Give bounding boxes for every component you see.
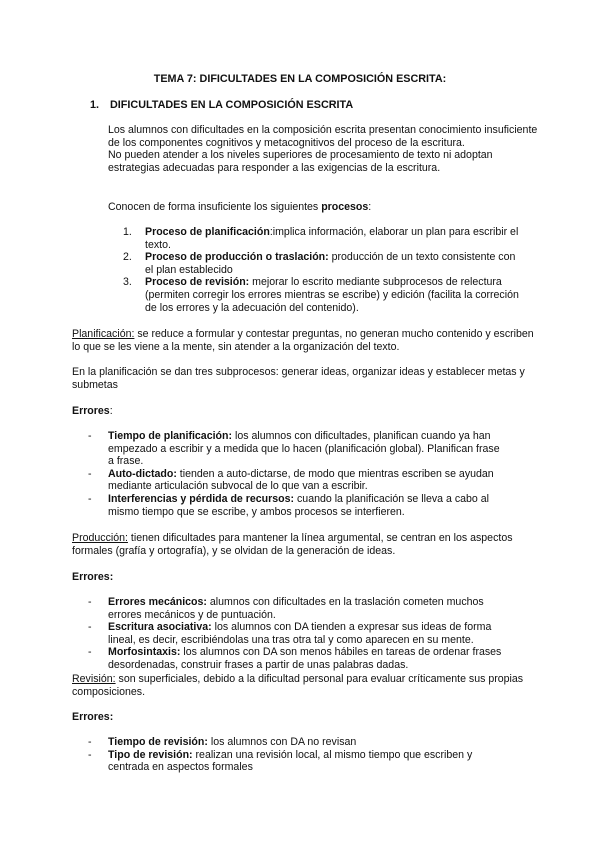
intro-text-1: Los alumnos con dificultades en la composición escrita presentan conocimiento insuficiente de los componentes cognitivos y metacognitivos del proceso de la escritura.	[108, 124, 538, 149]
revision-paragraph	[72, 673, 542, 698]
planificacion-label: Planificación:	[72, 328, 135, 340]
process-number: 1.	[123, 226, 132, 238]
error-label: Auto-dictado:	[108, 467, 177, 480]
dash-bullet: -	[88, 492, 92, 505]
error-label: Tiempo de revisión:	[108, 736, 208, 748]
list-item	[88, 621, 508, 646]
planificacion-subprocesses: En la planificación se dan tres subprocesos: generar ideas, organizar ideas y establecer metas y submetas	[72, 366, 525, 391]
errors-colon: :	[109, 405, 113, 417]
intro-text-3: Conocen de forma insuficiente los siguientes	[108, 201, 322, 213]
error-text: cuando la planificación se lleva a cabo al mismo tiempo que se escribe, y ambos procesos se interfieren.	[108, 492, 489, 518]
error-text: alumnos con dificultades en la traslación cometen muchos errores mecánicos y de puntuación.	[108, 596, 484, 621]
list-item	[88, 736, 508, 749]
list-item	[88, 646, 508, 671]
planificacion-text: se reduce a formular y contestar preguntas, no generan mucho contenido y escriben lo que se les viene a la mente, sin atender a la organización del texto.	[72, 328, 534, 353]
error-label: Tiempo de planificación:	[108, 430, 233, 442]
processes-list	[123, 226, 523, 314]
process-item	[123, 251, 523, 276]
dash-bullet: -	[88, 748, 92, 761]
planificacion-errors-list	[88, 430, 508, 518]
revision-text: son superficiales, debido a la dificultad personal para evaluar críticamente sus propias composiciones.	[72, 673, 524, 698]
planificacion-paragraph	[72, 328, 542, 353]
process-label: Proceso de planificación	[145, 226, 270, 238]
intro-text-2: No pueden atender a los niveles superiores de procesamiento de texto ni adoptan estrategias adecuadas para responder a las exigencias de la escritura.	[108, 149, 493, 174]
error-label: Morfosintaxis:	[108, 646, 181, 659]
errors-label: Errores:	[72, 571, 114, 583]
process-text: :implica información, elaborar un plan para escribir el texto.	[145, 226, 519, 251]
process-number: 2.	[123, 251, 132, 264]
document-title: TEMA 7: DIFICULTADES EN LA COMPOSICIÓN ESCRITA:	[153, 73, 447, 85]
list-item	[88, 468, 508, 493]
produccion-errors-heading	[72, 571, 542, 584]
planificacion-errors-heading	[72, 405, 542, 418]
intro-paragraph-3	[108, 201, 538, 214]
section-number: 1.	[90, 99, 100, 111]
process-item	[123, 276, 523, 314]
dash-bullet: -	[88, 736, 92, 748]
error-text: tienden a auto-dictarse, de modo que mientras escriben se ayudan mediante articulación subvocal de lo que van a escribir.	[108, 467, 494, 493]
process-item	[123, 226, 523, 251]
list-item	[88, 430, 508, 468]
section-title: DIFICULTADES EN LA COMPOSICIÓN ESCRITA	[110, 99, 354, 111]
dash-bullet: -	[88, 430, 92, 442]
error-text: los alumnos con dificultades, planifican cuando ya han empezado a escribir y a medida que lo hacen (planificación global). Planifican frase a frase.	[108, 430, 500, 468]
process-text: mejorar lo escrito mediante subprocesos de relectura (permiten corregir los errores mientras se escribe) y edición (facilita la correción de los errores y la adecuación del contenido).	[145, 276, 519, 314]
error-text: realizan una revisión local, al mismo tiempo que escriben y centrada en aspectos formales	[108, 748, 473, 774]
process-text: producción de un texto consistente con el plan establecido	[145, 251, 516, 276]
dash-bullet: -	[88, 467, 92, 480]
produccion-errors-list	[88, 596, 508, 672]
error-label: Tipo de revisión:	[108, 748, 193, 761]
error-label: Escritura asociativa:	[108, 621, 212, 634]
produccion-text: tienen dificultades para mantener la línea argumental, se centran en los aspectos formales (grafía y ortografía), y se olvidan de la generación de ideas.	[72, 532, 513, 557]
error-text: los alumnos con DA no revisan	[207, 736, 357, 748]
error-label: Errores mecánicos:	[108, 596, 207, 608]
dash-bullet: -	[88, 621, 92, 634]
error-text: los alumnos con DA tienden a expresar sus ideas de forma lineal, es decir, escribiéndolas una tras otra tal y como aparecen en su mente.	[108, 621, 492, 646]
intro-colon: :	[368, 201, 372, 213]
process-number: 3.	[123, 276, 132, 289]
produccion-label: Producción:	[72, 532, 128, 544]
dash-bullet: -	[88, 596, 92, 608]
revision-errors-list	[88, 736, 508, 774]
revision-label: Revisión:	[72, 673, 116, 685]
revision-errors-heading	[72, 711, 542, 724]
intro-processes-word: procesos	[321, 201, 369, 213]
errors-label: Errores:	[72, 711, 114, 723]
produccion-paragraph	[72, 532, 542, 557]
intro-paragraph-1	[108, 124, 538, 174]
list-item	[88, 596, 508, 621]
errors-label: Errores	[72, 405, 110, 417]
list-item	[88, 493, 508, 518]
error-text: los alumnos con DA son menos hábiles en tareas de ordenar frases desordenadas, construir frases a partir de unas palabras dadas.	[108, 646, 502, 671]
error-label: Interferencias y pérdida de recursos:	[108, 492, 295, 505]
process-label: Proceso de producción o traslación:	[145, 251, 329, 264]
list-item	[88, 749, 508, 774]
process-label: Proceso de revisión:	[145, 276, 250, 289]
dash-bullet: -	[88, 646, 92, 659]
section-heading	[90, 99, 353, 112]
